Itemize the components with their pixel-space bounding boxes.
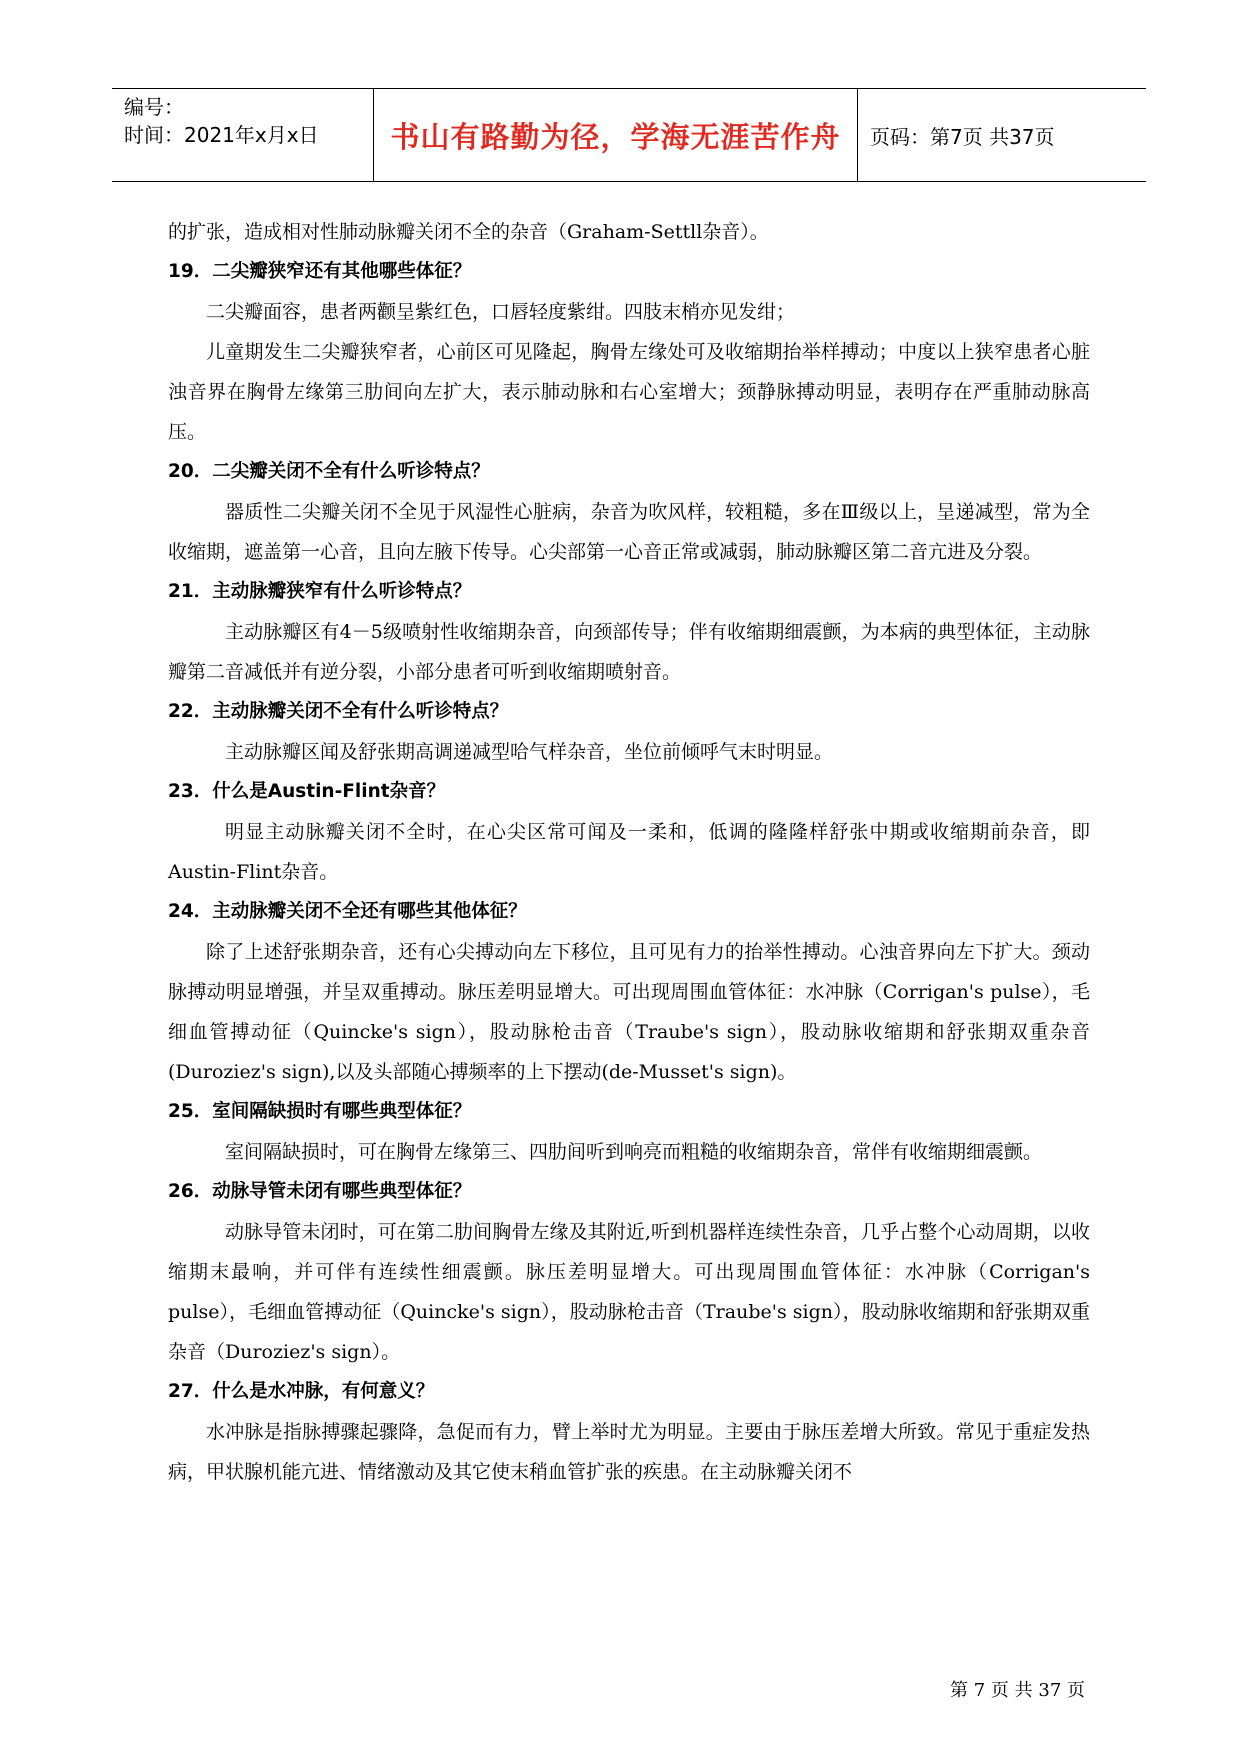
paragraph: 明显主动脉瓣关闭不全时，在心尖区常可闻及一柔和，低调的隆隆样舒张中期或收缩期前杂音，即Austin-Flint杂音。 — [168, 821, 1090, 883]
paragraph: 水冲脉是指脉搏骤起骤降，急促而有力，臂上举时尤为明显。主要由于脉压差增大所致。常见于重症发热病，甲状腺机能亢进、情绪激动及其它使末稍血管扩张的疾患。在主动脉瓣关闭不 — [168, 1421, 1090, 1483]
header-page-info: 页码：第7页 共37页 — [870, 124, 1055, 149]
document-body — [168, 212, 1090, 1492]
question-heading: 24．主动脉瓣关闭不全还有哪些其他体征？ — [168, 901, 527, 922]
question-heading: 23．什么是Austin-Flint杂音？ — [168, 781, 446, 802]
header-meta-cell — [112, 89, 374, 181]
paragraph: 儿童期发生二尖瓣狭窄者，心前区可见隆起，胸骨左缘处可及收缩期抬举样搏动；中度以上狭窄患者心脏浊音界在胸骨左缘第三肋间向左扩大，表示肺动脉和右心室增大；颈静脉搏动明显，表明存在严重肺动脉高压。 — [168, 341, 1090, 443]
question-heading: 21．主动脉瓣狭窄有什么听诊特点？ — [168, 581, 472, 602]
question-heading: 19．二尖瓣狭窄还有其他哪些体征？ — [168, 261, 472, 282]
paragraph: 室间隔缺损时，可在胸骨左缘第三、四肋间听到响亮而粗糙的收缩期杂音，常伴有收缩期细震颤。 — [225, 1141, 1043, 1163]
question-heading: 22．主动脉瓣关闭不全有什么听诊特点？ — [168, 701, 509, 722]
paragraph: 动脉导管未闭时，可在第二肋间胸骨左缘及其附近,听到机器样连续性杂音，几乎占整个心动周期，以收缩期末最响，并可伴有连续性细震颤。脉压差明显增大。可出现周围血管体征：水冲脉（Corrigan's pulse），毛细血管搏动征（Quincke's sign），股动脉枪击音（Traube's sign），股动脉收缩期和舒张期双重杂音（Duroziez's sign）。 — [168, 1221, 1090, 1363]
question-heading: 27．什么是水冲脉，有何意义？ — [168, 1381, 435, 1402]
question-heading: 26．动脉导管未闭有哪些典型体征？ — [168, 1181, 472, 1202]
paragraph: 主动脉瓣区闻及舒张期高调递减型哈气样杂音，坐位前倾呼气末时明显。 — [225, 741, 834, 763]
paragraph: 器质性二尖瓣关闭不全见于风湿性心脏病，杂音为吹风样，较粗糙，多在Ⅲ级以上，呈递减型，常为全收缩期，遮盖第一心音，且向左腋下传导。心尖部第一心音正常或减弱，肺动脉瓣区第二音亢进及分裂。 — [168, 501, 1090, 563]
question-heading: 20．二尖瓣关闭不全有什么听诊特点？ — [168, 461, 490, 482]
question-heading: 25．室间隔缺损时有哪些典型体征？ — [168, 1101, 472, 1122]
page-footer-number: 第 7 页 共 37 页 — [950, 1680, 1085, 1701]
page-header — [112, 88, 1146, 182]
paragraph: 的扩张，造成相对性肺动脉瓣关闭不全的杂音（Graham-Settll杂音）。 — [168, 221, 769, 243]
time-label: 时间：2021年x月x日 — [124, 123, 319, 147]
paragraph: 二尖瓣面容，患者两颧呈紫红色，口唇轻度紫绀。四肢末梢亦见发绀； — [206, 301, 796, 323]
header-motto: 书山有路勤为径，学海无涯苦作舟 — [374, 89, 858, 181]
paragraph: 除了上述舒张期杂音，还有心尖搏动向左下移位，且可见有力的抬举性搏动。心浊音界向左下扩大。颈动脉搏动明显增强，并呈双重搏动。脉压差明显增大。可出现周围血管体征：水冲脉（Corrigan's pulse），毛细血管搏动征（Quincke's sign），股动脉枪击音（Traube's sign），股动脉收缩期和舒张期双重杂音(Duroziez's sign),以及头部随心搏频率的上下摆动(de-Musset's sign)。 — [168, 941, 1090, 1083]
paragraph: 主动脉瓣区有4－5级喷射性收缩期杂音，向颈部传导；伴有收缩期细震颤，为本病的典型体征，主动脉瓣第二音减低并有逆分裂，小部分患者可听到收缩期喷射音。 — [168, 621, 1090, 683]
serial-label: 编号： — [124, 95, 184, 119]
